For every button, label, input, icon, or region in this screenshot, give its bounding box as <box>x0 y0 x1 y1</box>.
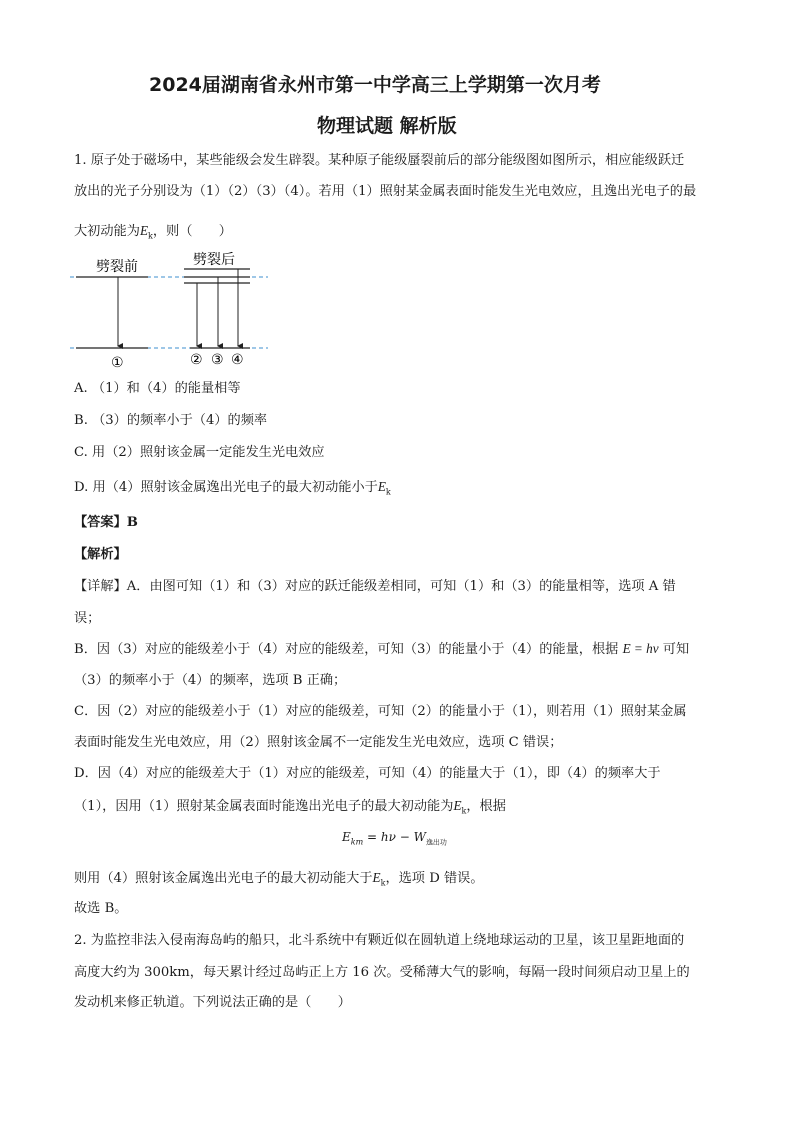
q1-stem-line2: 放出的光子分别设为（1）（2）（3）（4）。若用（1）照射某金属表面时能发生光电效应，且逸出光电子的最 <box>74 184 697 199</box>
option-d <box>74 478 391 502</box>
detail-c-line1: C．因（2）对应的能级差小于（1）对应的能级差，可知（2）的能量小于（1），则若用（1）照射某金属 <box>74 704 687 719</box>
option-a: A. （1）和（4）的能量相等 <box>74 381 241 396</box>
ek-symbol: E <box>139 223 148 238</box>
q1-stem-line1: 1. 原子处于磁场中，某些能级会发生辟裂。某种原子能级蜃裂前后的部分能级图如图所示，相应能级跃迁 <box>74 153 685 168</box>
q2-line2: 高度大约为 300km，每天累计经过岛屿正上方 16 次。受稀薄大气的影响，每隔一段时间须启动卫星上的 <box>74 965 690 980</box>
page-subtitle: 物理试题 解析版 <box>317 115 457 137</box>
mark-3: ③ <box>211 352 224 368</box>
mark-4: ④ <box>231 352 244 368</box>
detail-b-text: B．因（3）对应的能级差小于（4）对应的能级差，可知（3）的能量小于（4）的能量，根据 <box>74 642 619 657</box>
eq-mid: = hν − W <box>363 830 426 844</box>
ek-sub: k <box>380 878 386 888</box>
q1-stem-line3-post: ，则（ ） <box>152 224 232 239</box>
ek-sub: k <box>385 487 391 497</box>
detail-d3-tail: ，选项 D 错误。 <box>385 871 484 886</box>
ek-symbol: E <box>372 870 381 885</box>
page-title: 2024届湖南省永州市第一中学高三上学期第一次月考 <box>149 74 601 96</box>
detail-a-line1: 【详解】A．由图可知（1）和（3）对应的跃迁能级差相同，可知（1）和（3）的能量相等，选项 A 错 <box>74 579 676 594</box>
eq-sub: 逸出功 <box>425 838 447 847</box>
detail-b-tail: 可知 <box>662 642 690 657</box>
detail-d2-text: （1），因用（1）照射某金属表面时能逸出光电子的最大初动能为 <box>74 799 454 814</box>
option-c: C. 用（2）照射该金属一定能发生光电效应 <box>74 445 325 460</box>
mark-2: ② <box>190 352 203 368</box>
photoelectric-equation <box>342 830 447 847</box>
q2-line1: 2. 为监控非法入侵南海岛屿的船只，北斗系统中有颗近似在圆轨道上绕地球运动的卫星，该卫星距地面的 <box>74 933 685 948</box>
detail-b-line2: （3）的频率小于（4）的频率，选项 B 正确； <box>74 673 347 688</box>
mark-1: ① <box>111 355 124 370</box>
eq-lhs-sub: km <box>350 837 364 847</box>
label-after-split: 劈裂后 <box>193 252 235 268</box>
option-d-text: D. 用（4）照射该金属逸出光电子的最大初动能小于 <box>74 480 378 495</box>
detail-d-line1: D．因（4）对应的能级差大于（1）对应的能级差，可知（4）的能量大于（1），即（4）的频率大于 <box>74 766 661 781</box>
analysis-label: 【解析】 <box>74 547 127 562</box>
answer-label: 【答案】B <box>74 515 138 530</box>
ek-sub: k <box>461 806 467 816</box>
q1-stem-line3-pre: 大初动能为 <box>74 224 140 239</box>
detail-d2-tail: ，根据 <box>466 799 506 814</box>
ek-symbol: E <box>377 479 386 494</box>
q1-stem-line3 <box>74 222 232 246</box>
conclusion: 故选 B。 <box>74 901 128 916</box>
detail-d3-text: 则用（4）照射该金属逸出光电子的最大初动能大于 <box>74 871 373 886</box>
detail-a-line2: 误； <box>74 611 101 626</box>
label-before-split: 劈裂前 <box>96 259 138 275</box>
formula-e-hv: E = hν <box>622 641 659 656</box>
detail-b-line1 <box>74 640 689 659</box>
q2-line3: 发动机来修正轨道。下列说法正确的是（ ） <box>74 995 351 1010</box>
option-b: B. （3）的频率小于（4）的频率 <box>74 413 268 428</box>
energy-level-diagram <box>70 246 270 370</box>
detail-d-line3 <box>74 869 484 893</box>
detail-d-line2 <box>74 797 506 821</box>
ek-symbol: E <box>453 798 462 813</box>
eq-lhs: E <box>342 830 351 844</box>
ek-sub: k <box>148 231 153 241</box>
detail-c-line2: 表面时能发生光电效应，用（2）照射该金属不一定能发生光电效应，选项 C 错误； <box>74 735 563 750</box>
